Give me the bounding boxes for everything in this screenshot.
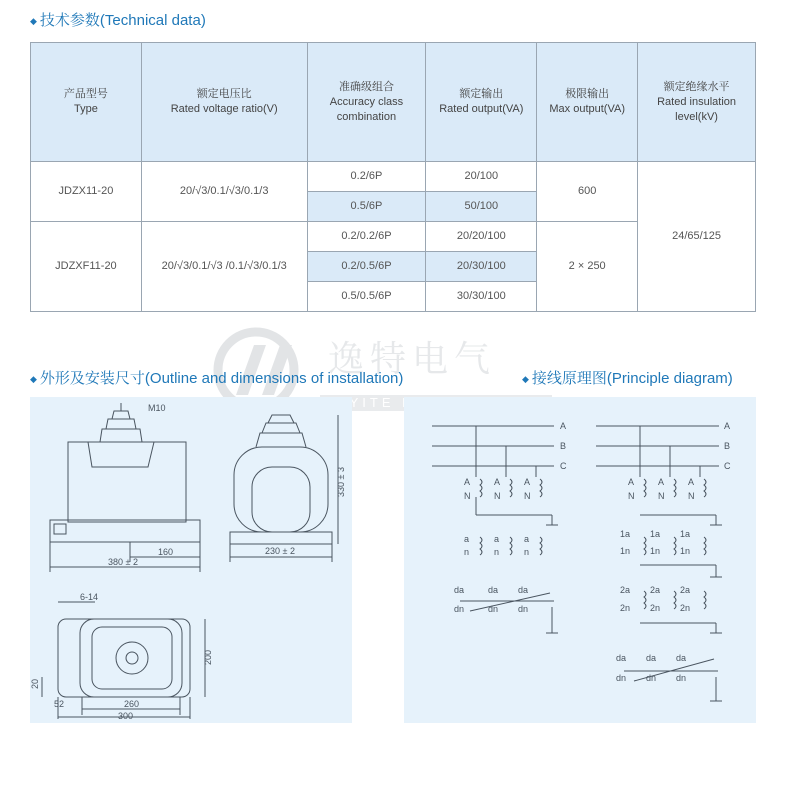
label-sec-a: a [524,534,530,544]
diamond-bullet-icon: ◆ [30,15,37,26]
watermark-cn: 逸特电气 [328,338,497,379]
outline-drawing [30,397,352,723]
label-6-14: 6-14 [80,592,99,602]
cell-accuracy: 0.5/6P [307,192,426,222]
label-sec1-a: 1a [680,529,691,539]
header-insulation: 额定绝缘水平 Rated insulation level(kV) [638,43,756,162]
outline-title: ◆ 外形及安装尺寸(Outline and dimensions of installation) [30,370,404,387]
bus-label-b: B [724,441,731,451]
label-res-da: da [646,653,657,663]
right-bus [596,426,719,466]
label-sec2-a: 2a [650,585,661,595]
label-20: 20 [30,678,40,689]
label-res-dn: dn [488,604,499,614]
bus-label-a: A [560,421,567,431]
header-type: 产品型号 Type [31,43,142,162]
label-res-dn: dn [454,604,465,614]
label-m10: M10 [148,403,166,413]
cell-max-output: 600 [537,162,638,222]
label-sec-n: n [464,547,470,557]
label-300: 300 [118,711,134,721]
label-prim-n: N [494,491,501,501]
label-res-dn: dn [518,604,529,614]
cell-type: JDZXF11-20 [31,222,142,312]
cell-insulation: 24/65/125 [638,162,756,312]
front-view [50,403,200,572]
cell-max-output: 2 × 250 [537,222,638,312]
label-prim-n: N [628,491,635,501]
label-380: 380 ± 2 [108,557,138,567]
label-330: 330 ± 3 [336,467,346,497]
label-sec-n: n [494,547,500,557]
label-230: 230 ± 2 [265,546,295,556]
technical-data-title: ◆ 技术参数(Technical data) [30,12,206,29]
label-sec1-n: 1n [650,546,661,556]
label-prim-n: N [464,491,471,501]
label-prim-n: N [524,491,531,501]
header-accuracy: 准确级组合 Accuracy class combination [307,43,426,162]
cell-ratio: 20/√3/0.1/√3/0.1/3 [141,162,307,222]
label-prim-a: A [464,477,471,487]
bus-label-b: B [560,441,567,451]
label-sec2-a: 2a [620,585,631,595]
label-res-dn: dn [616,673,627,683]
principle-diagram [404,397,756,723]
label-prim-a: A [628,477,635,487]
label-res-dn: dn [646,673,657,683]
label-sec2-n: 2n [680,603,691,613]
label-res-da: da [676,653,687,663]
left-bus [432,426,554,466]
label-prim-a: A [688,477,695,487]
cell-output: 30/30/100 [426,282,537,312]
diamond-bullet-icon: ◆ [522,373,529,384]
label-sec2-n: 2n [620,603,631,613]
label-sec1-n: 1n [620,546,631,556]
label-prim-a: A [658,477,665,487]
label-sec-a: a [494,534,500,544]
cell-output: 20/20/100 [426,222,537,252]
bus-label-c: C [560,461,567,471]
label-res-dn: dn [676,673,687,683]
label-sec2-a: 2a [680,585,691,595]
label-sec-n: n [524,547,530,557]
label-sec1-a: 1a [650,529,661,539]
table-row [31,162,756,192]
label-sec1-a: 1a [620,529,631,539]
label-res-da: da [518,585,529,595]
label-sec2-n: 2n [650,603,661,613]
outline-panel [30,397,352,723]
label-res-da: da [616,653,627,663]
header-ratio: 额定电压比 Rated voltage ratio(V) [141,43,307,162]
label-260: 260 [124,699,140,709]
label-prim-a: A [494,477,501,487]
technical-data-table [30,42,756,312]
cell-output: 50/100 [426,192,537,222]
label-prim-a: A [524,477,531,487]
principle-title: ◆ 接线原理图(Principle diagram) [522,370,733,387]
cell-accuracy: 0.2/0.5/6P [307,252,426,282]
header-output: 额定输出 Rated output(VA) [426,43,537,162]
cell-accuracy: 0.5/0.5/6P [307,282,426,312]
diamond-bullet-icon: ◆ [30,373,37,384]
watermark-en: YITE [320,395,552,411]
header-max-output: 极限输出 Max output(VA) [537,43,638,162]
side-view [230,415,338,562]
label-52: 52 [54,699,65,709]
label-prim-n: N [658,491,665,501]
bus-label-a: A [724,421,731,431]
cell-output: 20/100 [426,162,537,192]
cell-type: JDZX11-20 [31,162,142,222]
left-transformers [460,426,558,633]
label-prim-n: N [688,491,695,501]
label-res-da: da [454,585,465,595]
label-res-da: da [488,585,499,595]
bus-label-c: C [724,461,731,471]
label-160: 160 [158,547,174,557]
label-sec1-n: 1n [680,546,691,556]
right-transformers [624,426,722,701]
label-200: 200 [203,649,213,665]
cell-accuracy: 0.2/0.2/6P [307,222,426,252]
cell-accuracy: 0.2/6P [307,162,426,192]
table-header-row [31,43,756,162]
cell-output: 20/30/100 [426,252,537,282]
cell-ratio: 20/√3/0.1/√3 /0.1/√3/0.1/3 [141,222,307,312]
label-sec-a: a [464,534,470,544]
principle-panel [404,397,756,723]
